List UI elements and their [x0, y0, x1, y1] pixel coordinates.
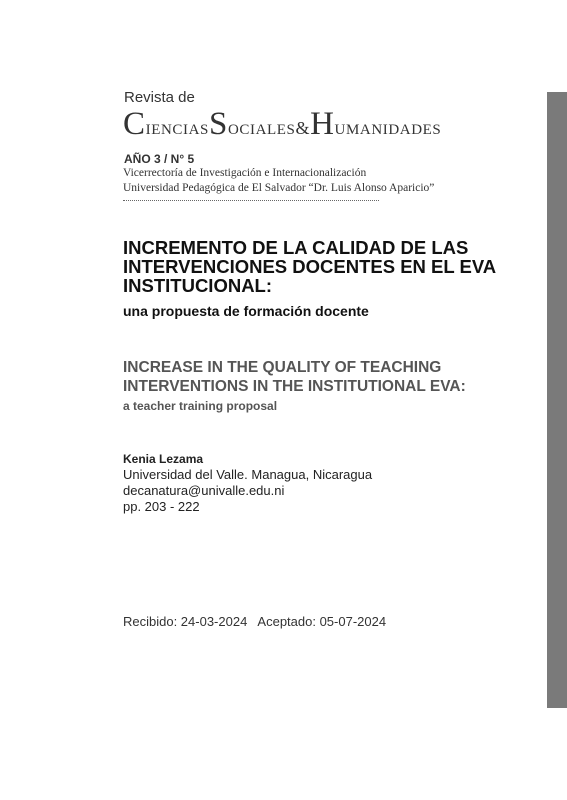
article-subtitle-english: a teacher training proposal — [123, 399, 278, 413]
author-email: decanatura@univalle.edu.ni — [123, 483, 285, 498]
received-accepted-dates: Recibido: 24-03-2024 Aceptado: 05-07-2024 — [123, 614, 387, 629]
journal-title-initial-s: S — [209, 106, 228, 142]
journal-title-initial-h: H — [310, 106, 335, 142]
journal-title-initial-c: C — [123, 106, 146, 142]
journal-title — [123, 106, 441, 143]
university-line: Universidad Pedagógica de El Salvador “Dr. Luis Alonso Aparicio” — [123, 182, 435, 194]
author-affiliation: Universidad del Valle. Managua, Nicaragua — [123, 467, 373, 482]
journal-prefix: Revista de — [124, 89, 195, 106]
article-subtitle-spanish: una propuesta de formación docente — [123, 303, 369, 319]
journal-title-word-humanidades: UMANIDADES — [334, 122, 442, 138]
journal-title-word-sociales: OCIALES — [227, 122, 296, 138]
author-name: Kenia Lezama — [123, 452, 204, 466]
author-block — [123, 451, 372, 515]
header-divider — [123, 200, 379, 201]
article-title-english: INCREASE IN THE QUALITY OF TEACHING INTERVENTIONS IN THE INSTITUTIONAL EVA: — [123, 359, 466, 395]
page-range: pp. 203 - 222 — [123, 499, 200, 514]
vicerrectoria-line: Vicerrectoría de Investigación e Internacionalización — [123, 167, 367, 179]
journal-title-ampersand: & — [295, 118, 311, 138]
article-title-spanish: INCREMENTO DE LA CALIDAD DE LAS INTERVENCIONES DOCENTES EN EL EVA INSTITUCIONAL: — [123, 237, 496, 296]
journal-title-word-ciencias: IENCIAS — [145, 122, 209, 138]
side-color-bar — [547, 92, 567, 708]
issue-number: AÑO 3 / N° 5 — [124, 152, 195, 166]
